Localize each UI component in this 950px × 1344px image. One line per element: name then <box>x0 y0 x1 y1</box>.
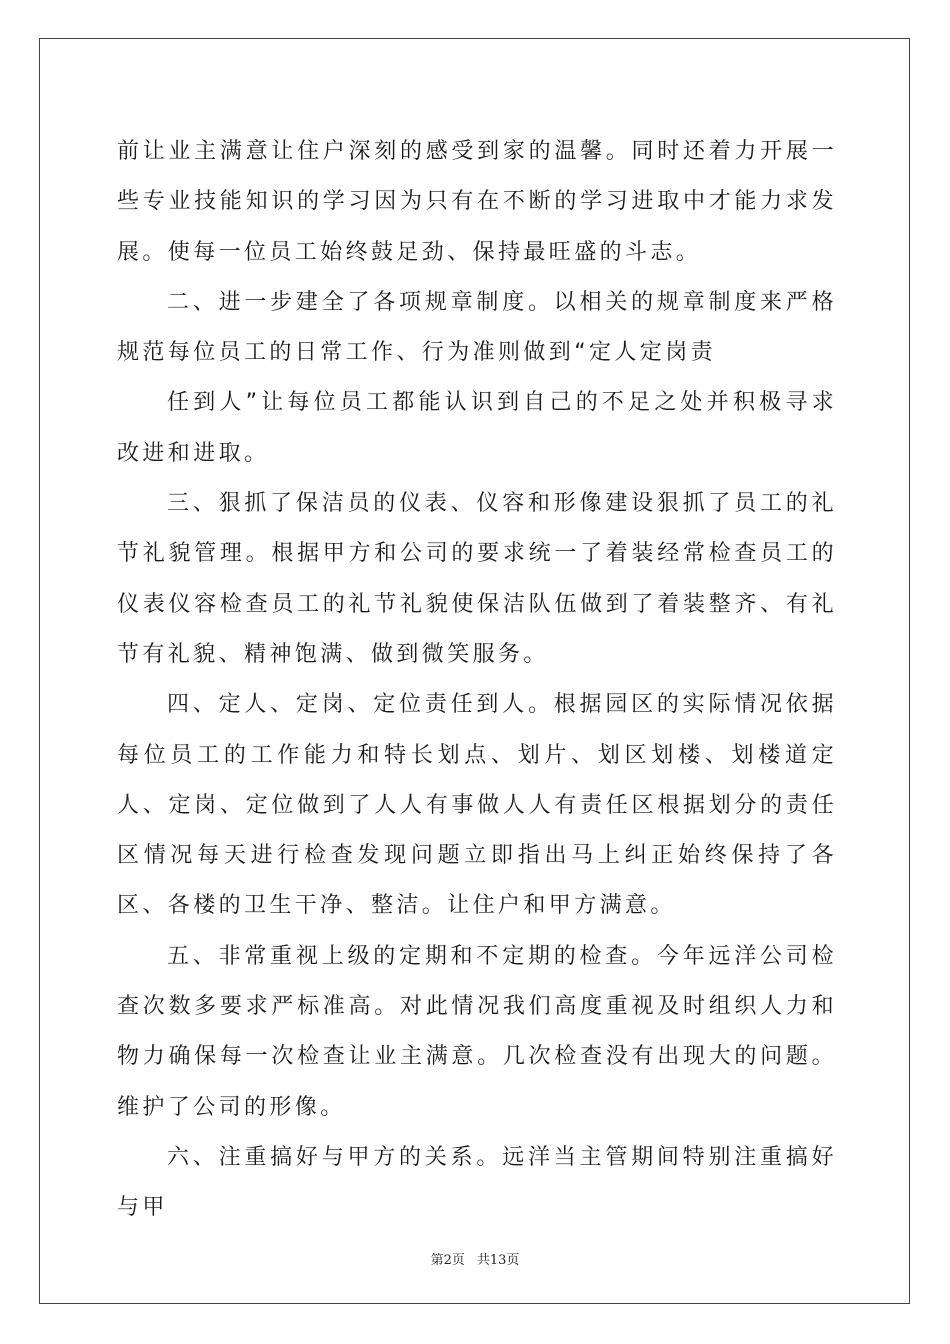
paragraph: 前让业主满意让住户深刻的感受到家的温馨。同时还着力开展一些专业技能知识的学习因为只有在不断的学习进取中才能力求发展。使每一位员工始终鼓足劲、保持最旺盛的斗志。 <box>117 139 837 265</box>
paragraph: 三、狠抓了保洁员的仪表、仪容和形像建设狠抓了员工的礼节礼貌管理。根据甲方和公司的要求统一了着装经常检查员工的仪表仪容检查员工的礼节礼貌使保洁队伍做到了着装整齐、有礼节有礼貌、精神饱满、做到微笑服务。 <box>117 491 837 667</box>
page-number: 第2页 <box>430 1253 465 1268</box>
page-footer <box>0 1249 950 1268</box>
paragraph: 二、进一步建全了各项规章制度。以相关的规章制度来严格规范每位员工的日常工作、行为准则做到“定人定岗责 <box>117 289 837 366</box>
paragraph: 四、定人、定岗、定位责任到人。根据园区的实际情况依据每位员工的工作能力和特长划点、划片、划区划楼、划楼道定人、定岗、定位做到了人人有事做人人有责任区根据划分的责任区情况每天进行检查发现问题立即指出马上纠正始终保持了各区、各楼的卫生干净、整洁。让住户和甲方满意。 <box>117 692 837 919</box>
paragraph: 五、非常重视上级的定期和不定期的检查。今年远洋公司检查次数多要求严标准高。对此情况我们高度重视及时组织人力和物力确保每一次检查让业主满意。几次检查没有出现大的问题。维护了公司的形像。 <box>117 943 837 1120</box>
document-body <box>117 127 837 1234</box>
total-pages: 共13页 <box>476 1253 520 1268</box>
paragraph: 任到人”让每位员工都能认识到自己的不足之处并积极寻求改进和进取。 <box>117 390 837 466</box>
paragraph: 六、注重搞好与甲方的关系。远洋当主管期间特别注重搞好与甲 <box>117 1144 837 1221</box>
